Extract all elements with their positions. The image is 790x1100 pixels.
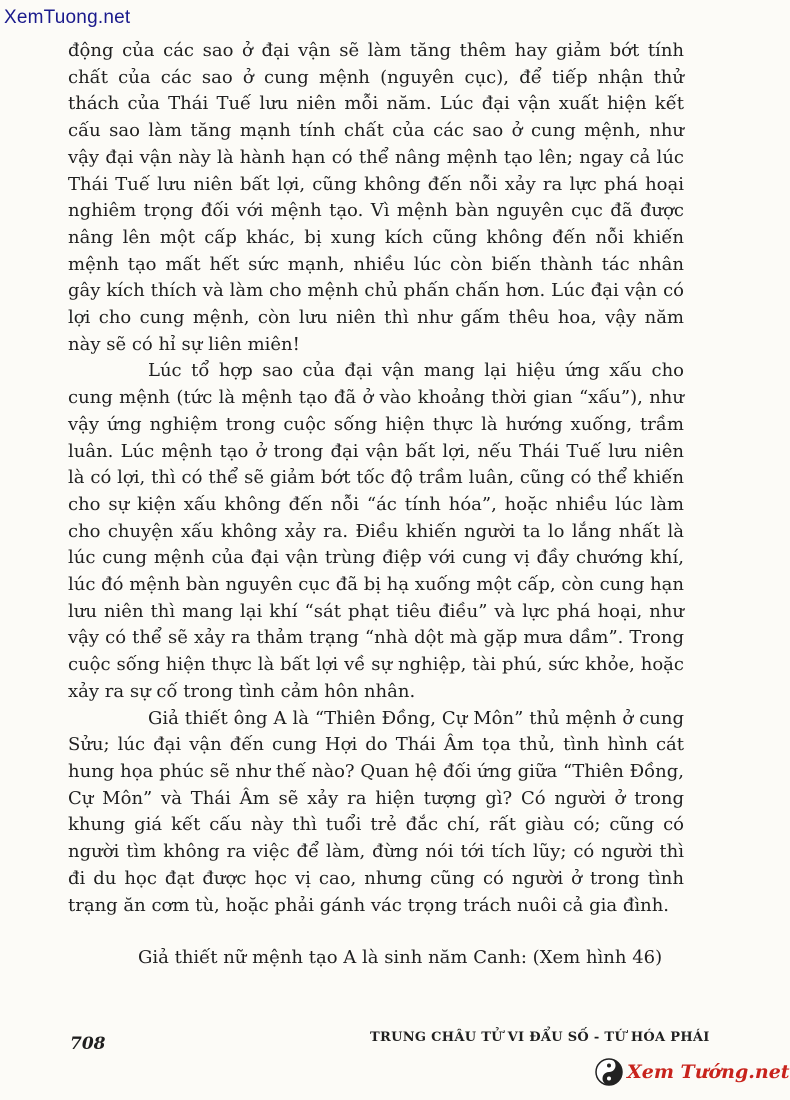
paragraph-2: Lúc tổ hợp sao của đại vận mang lại hiệu ứng xấu cho cung mệnh (tức là mệnh tạo đã ở vào khoảng thời gian “xấu”), như vậy ứng nghiệm trong cuộc sống hiện thực là hướng xuống, trầm luân. Lúc mệnh tạo ở trong đại vận bất lợi, nếu Thái Tuế lưu niên là có lợi, thì có thể sẽ giảm bớt tốc độ trầm luân, cũng có thể khiến cho sự kiện xấu không đến nỗi “ác tính hóa”, hoặc nhiều lúc làm cho chuyện xấu không xảy ra. Điều khiến người ta lo lắng nhất là lúc cung mệnh của đại vận trùng điệp với cung vị đầy chướng khí, lúc đó mệnh bàn nguyên cục đã bị hạ xuống một cấp, còn cung hạn lưu niên thì mang lại khí “sát phạt tiêu điều” và lực phá hoại, như vậy có thể sẽ xảy ra thảm trạng “nhà dột mà gặp mưa dầm”. Trong cuộc sống hiện thực là bất lợi về sự nghiệp, tài phú, sức khỏe, hoặc xảy ra sự cố trong tình cảm hôn nhân. <box>68 360 684 702</box>
paragraph-3: Giả thiết ông A là “Thiên Đồng, Cự Môn” thủ mệnh ở cung Sửu; lúc đại vận đến cung Hợi do Thái Âm tọa thủ, tình hình cát hung họa phúc sẽ như thế nào? Quan hệ đối ứng giữa “Thiên Đồng, Cự Môn” và Thái Âm sẽ xảy ra hiện tượng gì? Có người ở trong khung giá kết cấu này thì tuổi trẻ đắc chí, rất giàu có; cũng có người tìm không ra việc để làm, đừng nói tới tích lũy; có người thì đi du học đạt được học vị cao, nhưng cũng có người ở trong tình trạng ăn cơm tù, hoặc phải gánh vác trọng trách nuôi cả gia đình. <box>68 707 684 916</box>
figure-caption: Giả thiết nữ mệnh tạo A là sinh năm Canh: (Xem hình 46) <box>138 947 663 968</box>
yin-yang-icon <box>595 1058 623 1086</box>
site-watermark: XemTuong.net <box>4 7 131 28</box>
logo-text: Xem Tướng.net <box>627 1061 790 1083</box>
book-title: TRUNG CHÂU TỬ VI ĐẨU SỐ - TỨ HÓA PHÁI <box>370 1030 710 1045</box>
page-body <box>68 38 684 919</box>
page-number: 708 <box>70 1034 106 1054</box>
site-logo <box>595 1058 790 1086</box>
paragraph-1: động của các sao ở đại vận sẽ làm tăng thêm hay giảm bớt tính chất của các sao ở cung mệnh (nguyên cục), để tiếp nhận thử thách của Thái Tuế lưu niên mỗi năm. Lúc đại vận xuất hiện kết cấu sao làm tăng mạnh tính chất của các sao ở cung mệnh, như vậy đại vận này là hành hạn có thể nâng mệnh tạo lên; ngay cả lúc Thái Tuế lưu niên bất lợi, cũng không đến nỗi xảy ra lực phá hoại nghiêm trọng đối với mệnh tạo. Vì mệnh bàn nguyên cục đã được nâng lên một cấp khác, bị xung kích cũng không đến nỗi khiến mệnh tạo mất hết sức mạnh, nhiều lúc còn biến thành tác nhân gây kích thích và làm cho mệnh chủ phấn chấn hơn. Lúc đại vận có lợi cho cung mệnh, còn lưu niên thì như gấm thêu hoa, vậy năm này sẽ có hỉ sự liên miên! <box>68 40 684 355</box>
